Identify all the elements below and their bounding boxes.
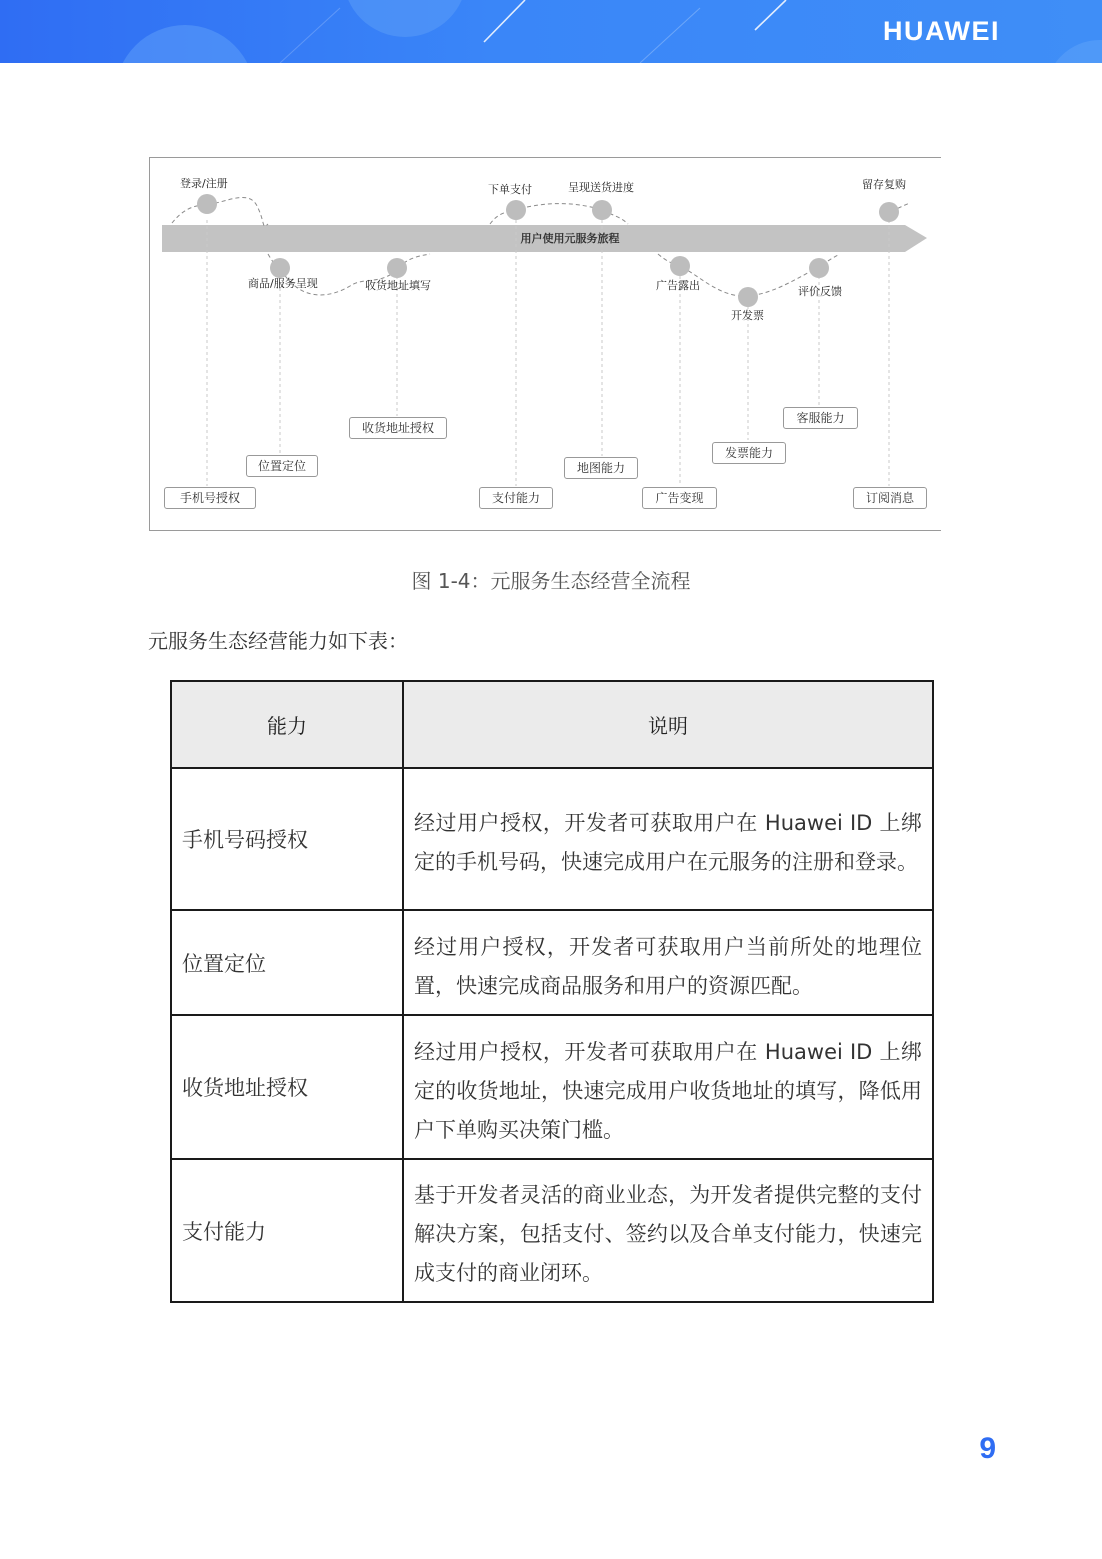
touchpoint-dot [270,258,290,278]
touchpoint-invoice: 开发票 [731,309,764,322]
capability-customer-service: 客服能力 [783,407,858,429]
table-row [171,768,933,910]
touchpoint-retention: 留存复购 [862,178,906,191]
header-description: 说明 [403,681,933,768]
path-segment [172,197,268,226]
capability-cell: 收货地址授权 [171,1015,403,1159]
capability-cell: 手机号码授权 [171,768,403,910]
page-number: 9 [979,1432,996,1465]
touchpoint-delivery: 呈现送货进度 [568,181,634,194]
description-cell: 经过用户授权，开发者可获取用户在 Huawei ID 上绑定的手机号码，快速完成用户在元服务的注册和登录。 [403,768,933,910]
capability-location: 位置定位 [246,455,318,477]
capability-cell: 位置定位 [171,910,403,1015]
description-cell: 经过用户授权，开发者可获取用户当前所处的地理位置，快速完成商品服务和用户的资源匹配。 [403,910,933,1015]
touchpoint-dot [197,194,217,214]
table-row [171,1015,933,1159]
capability-address-auth: 收货地址授权 [349,417,447,439]
intro-paragraph: 元服务生态经营能力如下表： [148,629,408,653]
table-row [171,910,933,1015]
journey-label: 用户使用元服务旅程 [520,232,620,245]
description-cell: 经过用户授权，开发者可获取用户在 Huawei ID 上绑定的收货地址，快速完成用户收货地址的填写，降低用户下单购买决策门槛。 [403,1015,933,1159]
figure-caption: 图 1-4：元服务生态经营全流程 [411,569,691,593]
table-header-row [171,681,933,768]
capability-subscription: 订阅消息 [853,487,927,509]
table-row [171,1159,933,1302]
capability-payment: 支付能力 [479,487,553,509]
page-header-banner [0,0,1102,63]
touchpoint-order-pay: 下单支付 [488,183,532,196]
touchpoint-dot [738,287,758,307]
touchpoint-dot [506,200,526,220]
touchpoint-dot [592,200,612,220]
capability-map: 地图能力 [564,457,638,479]
touchpoint-login: 登录/注册 [180,177,228,190]
touchpoint-review: 评价反馈 [798,285,842,298]
touchpoint-dot [809,258,829,278]
capabilities-table [170,680,934,1303]
touchpoint-ad-exposure: 广告露出 [656,279,700,292]
description-cell: 基于开发者灵活的商业业态，为开发者提供完整的支付解决方案，包括支付、签约以及合单支付能力，快速完成支付的商业闭环。 [403,1159,933,1302]
touchpoint-dot [387,258,407,278]
capability-invoice: 发票能力 [712,442,786,464]
touchpoint-address-fill: 收货地址填写 [365,279,431,292]
touchpoint-dot [879,202,899,222]
capability-cell: 支付能力 [171,1159,403,1302]
touchpoint-goods: 商品/服务呈现 [248,277,318,290]
touchpoint-dot [670,256,690,276]
ecosystem-flow-figure [149,157,941,531]
brand-logo: HUAWEI [883,16,1000,46]
header-capability: 能力 [171,681,403,768]
capability-phone-auth: 手机号授权 [164,487,256,509]
capability-ad-monetize: 广告变现 [642,487,717,509]
